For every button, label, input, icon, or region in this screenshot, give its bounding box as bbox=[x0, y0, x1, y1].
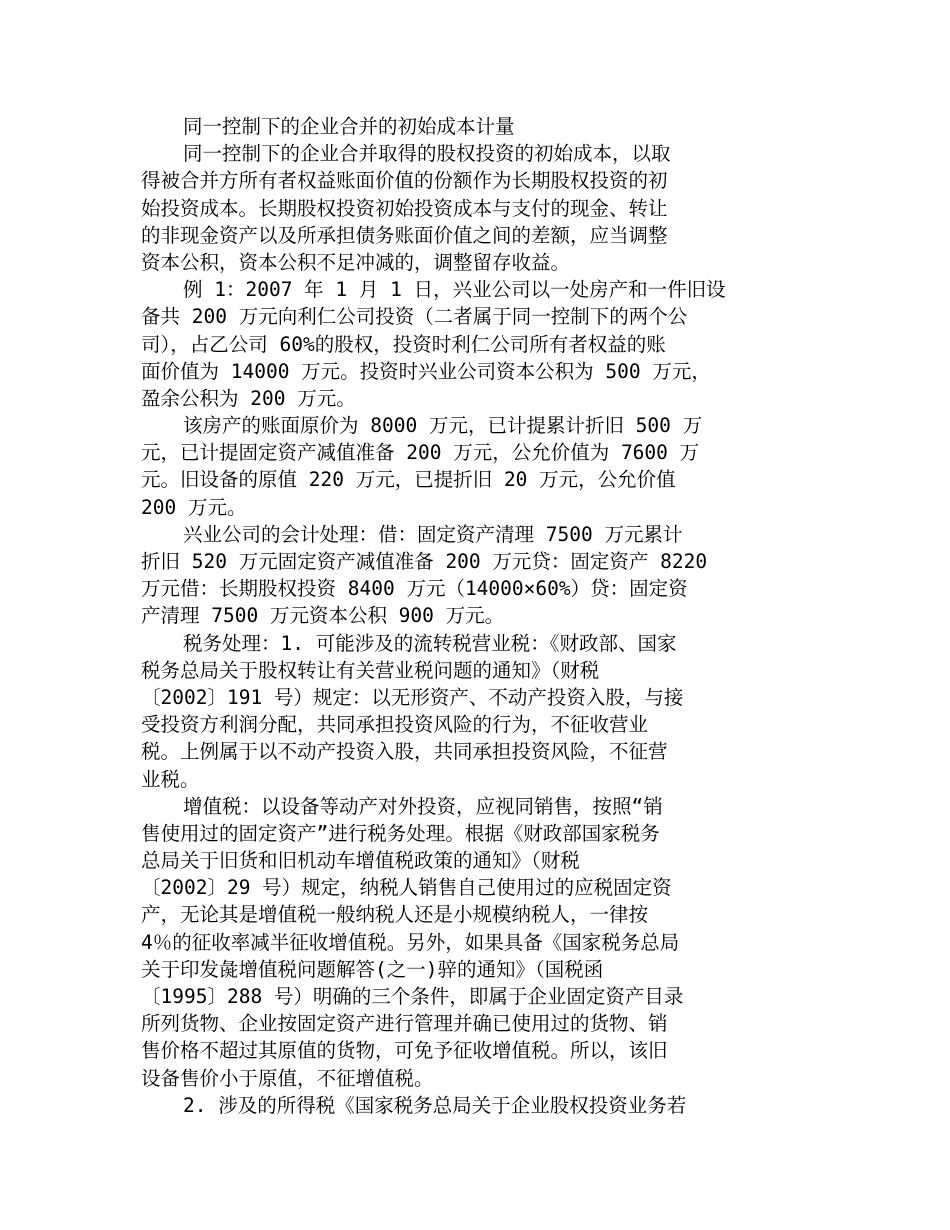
text-line: 司），占乙公司 60%的股权，投资时利仁公司所有者权益的账 bbox=[141, 332, 666, 356]
document-body bbox=[141, 113, 741, 1119]
text-line: 4％的征收率减半征收增值税。另外，如果具备《国家税务总局 bbox=[141, 930, 680, 954]
text-line: 兴业公司的会计处理：借：固定资产清理 7500 万元累计 bbox=[183, 522, 683, 546]
text-line: 元。旧设备的原值 220 万元，已提折旧 20 万元，公允价值 bbox=[141, 468, 676, 492]
text-line: 例 1：2007 年 1 月 1 日，兴业公司以一处房产和一件旧设 bbox=[183, 278, 726, 302]
text-line: 得被合并方所有者权益账面价值的份额作为长期股权投资的初 bbox=[141, 169, 668, 193]
text-line: 增值税：以设备等动产对外投资，应视同销售，按照“销 bbox=[183, 794, 663, 818]
text-line: 资本公积，资本公积不足冲减的，调整留存收益。 bbox=[141, 250, 571, 274]
text-line: 总局关于旧货和旧机动车增值税政策的通知》（财税 bbox=[141, 849, 580, 873]
text-line: 〔2002〕29 号）规定，纳税人销售自己使用过的应税固定资 bbox=[141, 876, 672, 900]
text-line: 所列货物、企业按固定资产进行管理并确已使用过的货物、销 bbox=[141, 1012, 668, 1036]
text-line: 折旧 520 万元固定资产减值准备 200 万元贷：固定资产 8220 bbox=[141, 550, 708, 573]
text-line: 200 万元。 bbox=[141, 495, 247, 519]
text-line: 受投资方利润分配，共同承担投资风险的行为，不征收营业 bbox=[141, 713, 649, 737]
text-line: 关于印发彘增值税问题解答(之一)骍的通知》（国税函 bbox=[141, 957, 604, 981]
text-line: 万元借：长期股权投资 8400 万元（14000×60%）贷：固定资 bbox=[141, 577, 688, 601]
text-line: 该房产的账面原价为 8000 万元，已计提累计折旧 500 万 bbox=[183, 414, 703, 438]
text-line: 盈余公积为 200 万元。 bbox=[141, 386, 356, 410]
text-line: 备共 200 万元向利仁公司投资（二者属于同一控制下的两个公 bbox=[141, 305, 688, 329]
text-line: 产清理 7500 万元资本公积 900 万元。 bbox=[141, 604, 505, 628]
text-line: 业税。 bbox=[141, 767, 200, 791]
text-line: 始投资成本。长期股权投资初始投资成本与支付的现金、转让 bbox=[141, 196, 668, 220]
text-line: 的非现金资产以及所承担债务账面价值之间的差额，应当调整 bbox=[141, 223, 668, 247]
text-line: 同一控制下的企业合并的初始成本计量 bbox=[183, 115, 515, 138]
text-line: 税。上例属于以不动产投资入股，共同承担投资风险，不征营 bbox=[141, 740, 668, 764]
text-line: 售价格不超过其原值的货物，可免予征收增值税。所以，该旧 bbox=[141, 1039, 668, 1063]
text-line: 税务处理：1. 可能涉及的流转税营业税：《财政部、国家 bbox=[183, 631, 677, 655]
text-line: 面价值为 14000 万元。投资时兴业公司资本公积为 500 万元， bbox=[141, 359, 711, 383]
text-line: 设备售价小于原值，不征增值税。 bbox=[141, 1066, 434, 1090]
text-line: 产，无论其是增值税一般纳税人还是小规模纳税人，一律按 bbox=[141, 903, 649, 927]
text-line: 税务总局关于股权转让有关营业税问题的通知》（财税 bbox=[141, 658, 600, 682]
text-line: 同一控制下的企业合并取得的股权投资的初始成本，以取 bbox=[183, 142, 671, 166]
text-line: 元，已计提固定资产减值准备 200 万元，公允价值为 7600 万 bbox=[141, 441, 700, 465]
text-line: 售使用过的固定资产”进行税务处理。根据《财政部国家税务 bbox=[141, 821, 660, 845]
text-line: 〔2002〕191 号）规定：以无形资产、不动产投资入股，与接 bbox=[141, 685, 684, 709]
text-line: 2. 涉及的所得税《国家税务总局关于企业股权投资业务若 bbox=[183, 1093, 687, 1117]
text-line: 〔1995〕288 号）明确的三个条件，即属于企业固定资产目录 bbox=[141, 985, 684, 1008]
